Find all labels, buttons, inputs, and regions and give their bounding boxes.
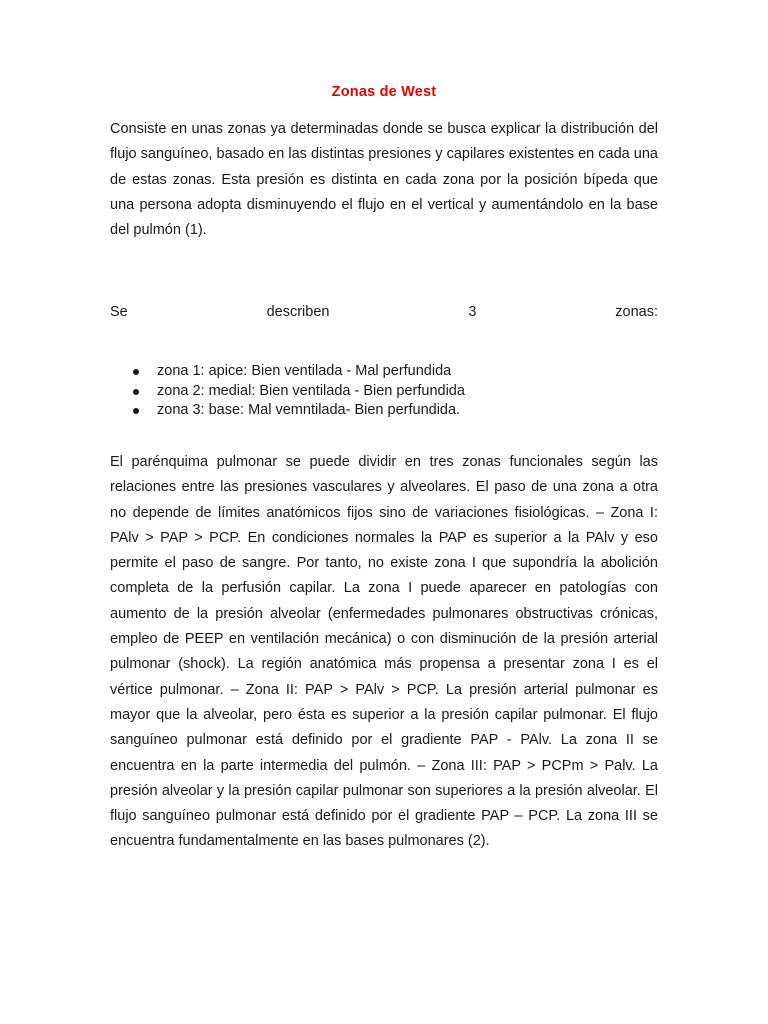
list-item <box>110 362 658 382</box>
bullet-icon <box>133 408 139 414</box>
list-item-text: zona 3: base: Mal vemntilada- Bien perfundida. <box>157 402 461 418</box>
zones-intro-paragraph: Se describen 3 zonas: <box>110 304 658 320</box>
list-item <box>110 382 658 402</box>
document-title: Zonas de West <box>331 84 437 100</box>
bullet-icon <box>133 369 139 375</box>
functional-zones-paragraph: El parénquima pulmonar se puede dividir en tres zonas funcionales según las relaciones entre las presiones vasculares y alveolares. El paso de una zona a otra no depende de límites anatómicos fijos sino de variaciones fisiológicas. – Zona I: PAlv > PAP > PCP. En condiciones normales la PAP es superior a la PAlv y eso permite el paso de sangre. Por tanto, no existe zona I que supondría la abolición completa de la perfusión capilar. La zona I puede aparecer en patologías con aumento de la presión alveolar (enfermedades pulmonares obstructivas crónicas, empleo de PEEP en ventilación mecánica) o con disminución de la presión arterial pulmonar (shock). La región anatómica más propensa a presentar zona I es el vértice pulmonar. – Zona II: PAP > PAlv > PCP. La presión arterial pulmonar es mayor que la alveolar, pero ésta es superior a la presión capilar pulmonar. El flujo sanguíneo pulmonar está definido por el gradiente PAP - PAlv. La zona II se encuentra en la parte intermedia del pulmón. – Zona III: PAP > PCPm > Palv. La presión alveolar y la presión capilar pulmonar son superiores a la presión alveolar. El flujo sanguíneo pulmonar está definido por el gradiente PAP – PCP. La zona III se encuentra fundamentalmente en las bases pulmonares (2). <box>110 454 658 850</box>
zones-list <box>110 362 658 421</box>
list-item-text: zona 2: medial: Bien ventilada - Bien perfundida <box>157 382 465 399</box>
intro-paragraph: Consiste en unas zonas ya determinadas donde se busca explicar la distribución del flujo sanguíneo, basado en las distintas presiones y capilares existentes en cada una de estas zonas. Esta presión es distinta en cada zona por la posición bípeda que una persona adopta disminuyendo el flujo en el vertical y aumentándolo en la base del pulmón (1). <box>110 121 658 239</box>
list-item <box>110 401 658 421</box>
list-item-text: zona 1: apice: Bien ventilada - Mal perfundida <box>157 363 452 379</box>
bullet-icon <box>133 389 139 395</box>
